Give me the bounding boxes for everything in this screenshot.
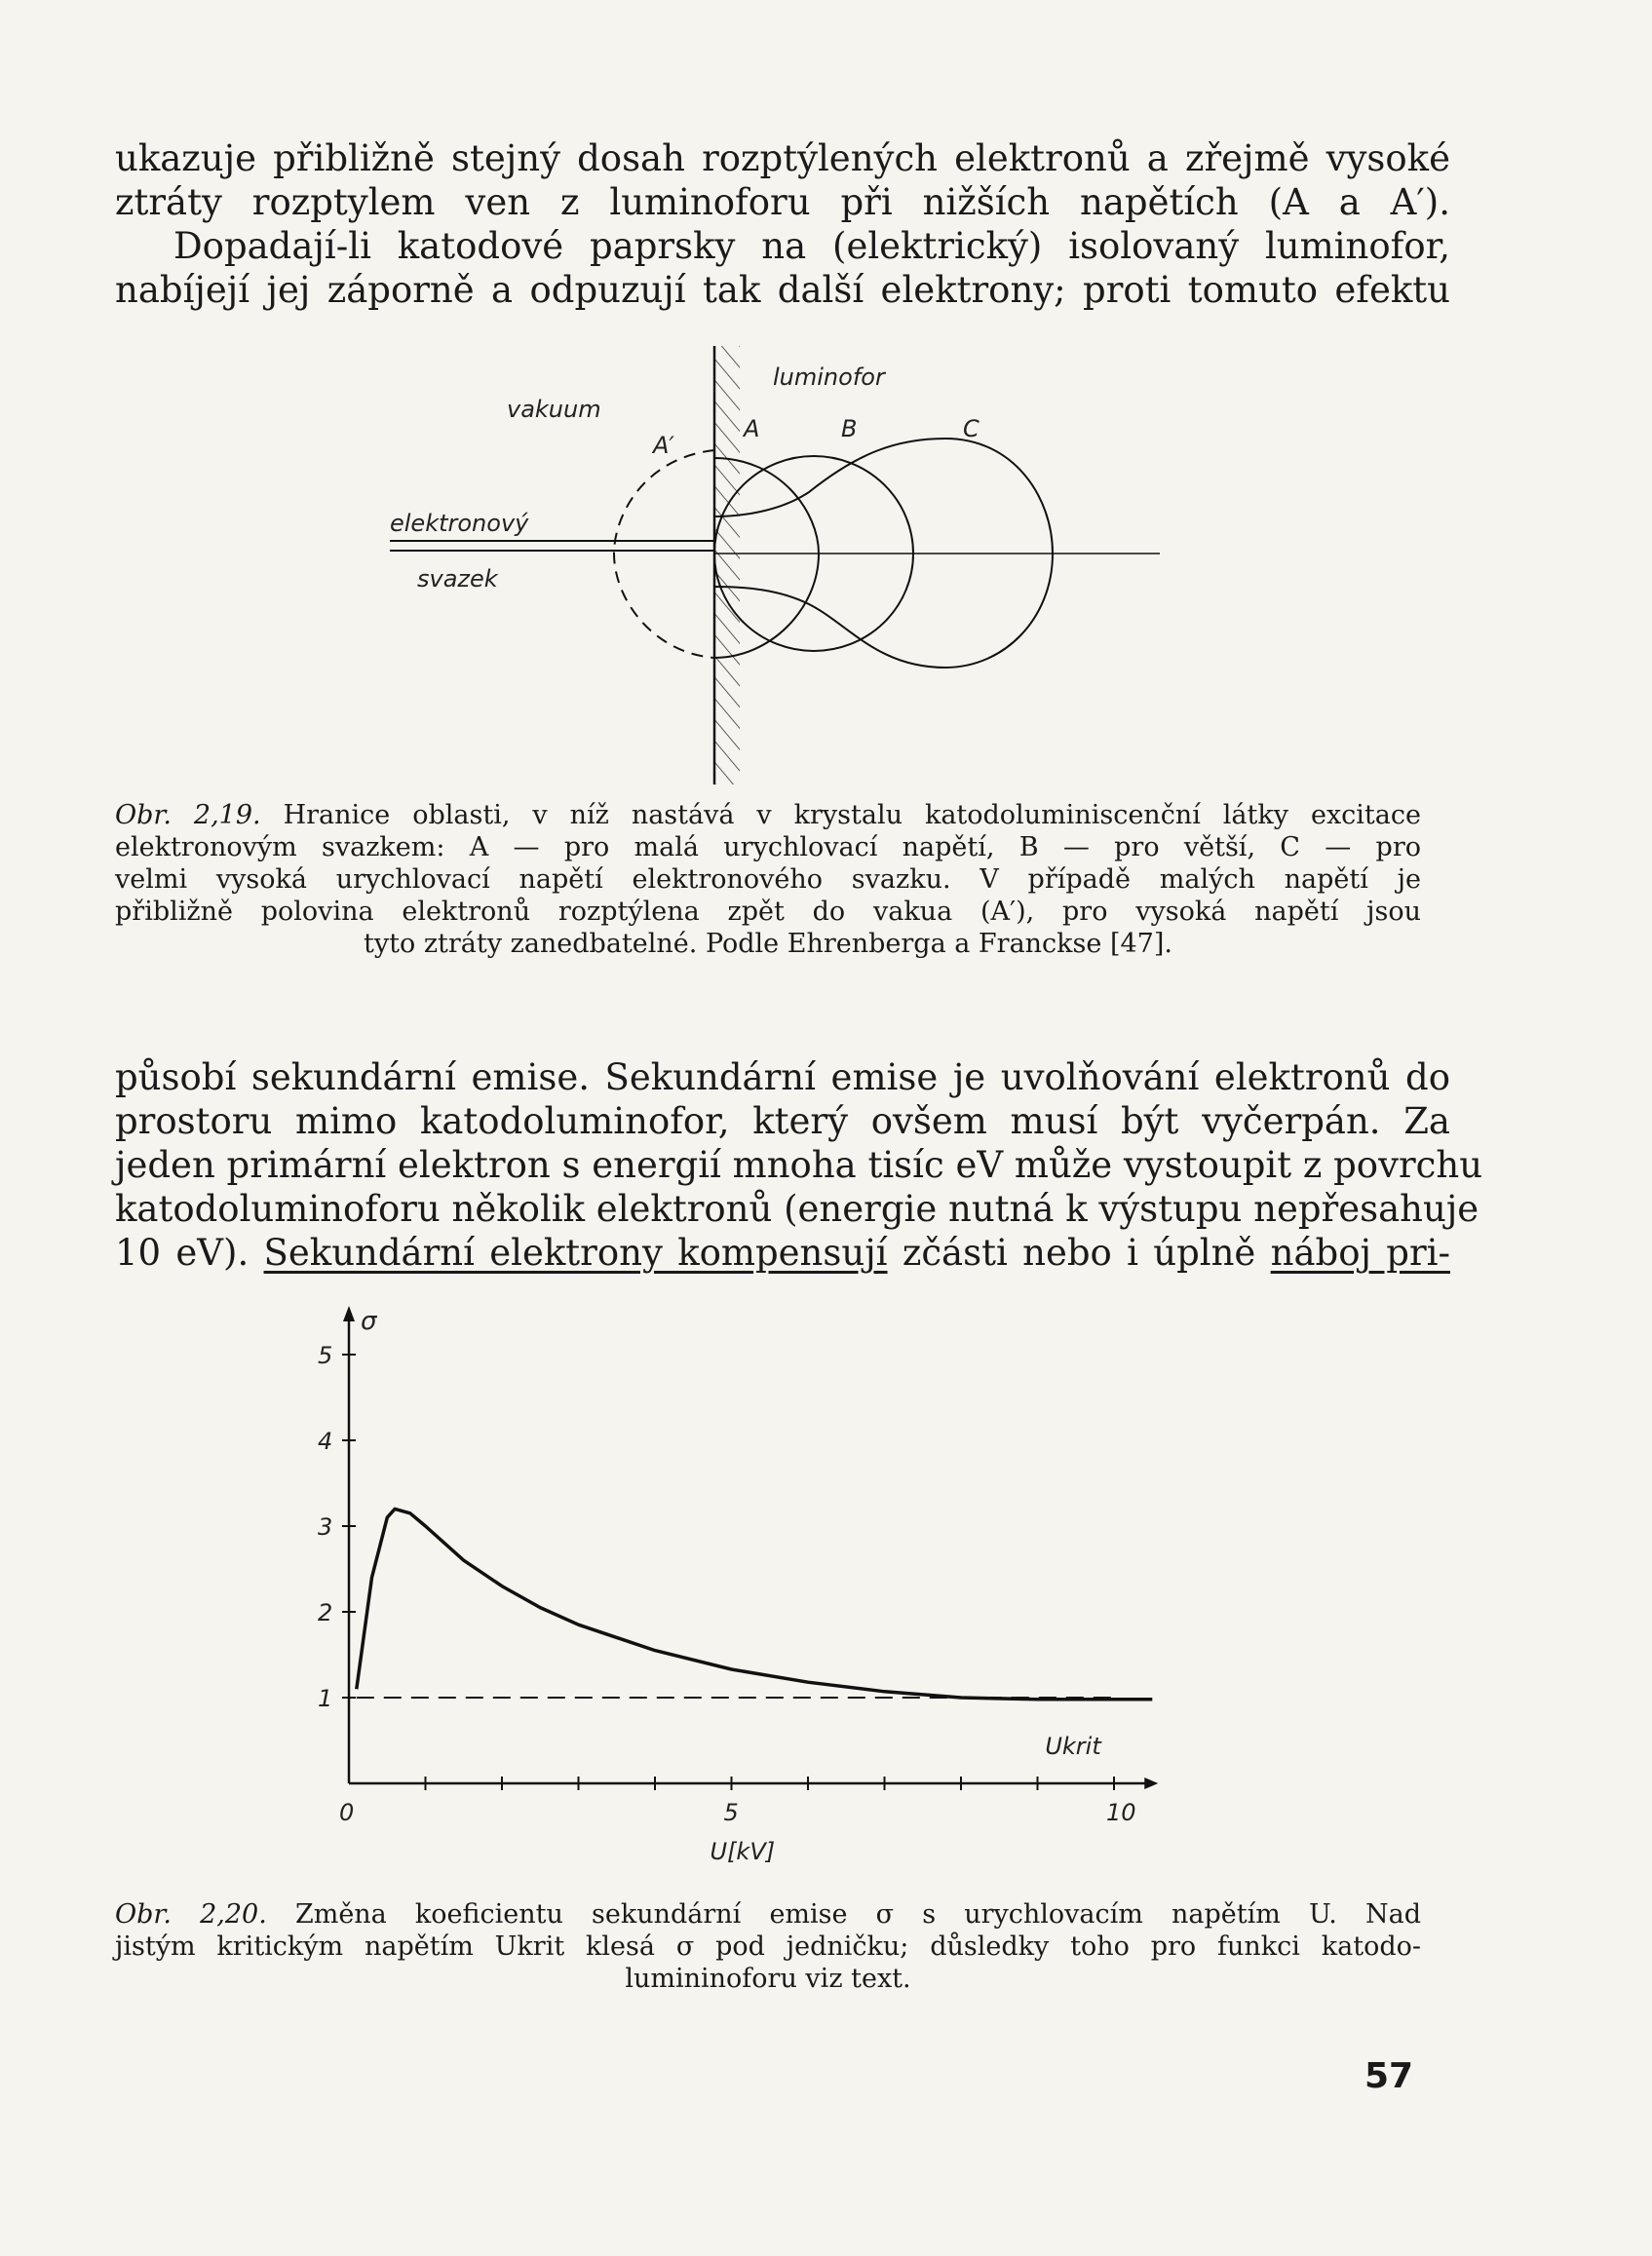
label-luminofor: luminofor [773,363,885,391]
caption-text: velmi vysoká urychlovací napětí elektronového svazku. V případě malých napětí je [115,864,1421,895]
text-line [115,1231,1450,1275]
text-line: Dopadají-li katodové paprsky na (elektrický) isolovaný luminofor, [173,225,1450,267]
ukrit-annotation: Ukrit [1045,1733,1101,1760]
text-line: katodoluminoforu několik elektronů (energie nutná k výstupu nepřesahuje [115,1188,1479,1230]
caption-text: přibližně polovina elektronů rozptýlena zpět do vakua (A′), pro vysoká napětí jsou [115,897,1421,927]
caption-text: elektronovým svazkem: A — pro malá urychlovací napětí, B — pro větší, C — pro [115,832,1421,862]
caption-text: Změna koeficientu sekundární emise σ s urychlovacím napětím U. Nad [294,1899,1421,1930]
text-line: prostoru mimo katodoluminofor, který ovšem musí být vyčerpán. Za [115,1100,1450,1142]
y-axis-arrow [343,1306,355,1321]
label-svazek: svazek [417,565,498,593]
series-line-sigma [357,1509,1153,1699]
figure-2-20-caption [115,1898,1421,1995]
paragraph-1 [115,136,1450,312]
caption-label: Obr. 2,19. [115,800,261,830]
x-tick-label: 5 [723,1799,739,1826]
x-axis-label: U[kV] [710,1838,776,1865]
label-c: C [963,415,980,442]
label-b: B [841,415,858,442]
y-tick-label: 3 [318,1513,333,1541]
label-a: A [744,415,760,442]
y-tick-label: 1 [318,1685,333,1712]
underlined-text: Sekundární elektrony kompensují [263,1232,888,1274]
figure-2-20-chart [292,1306,1267,1871]
x-axis-arrow [1144,1778,1158,1789]
label-vakuum: vakuum [507,396,601,423]
x-tick-label: 0 [339,1799,355,1826]
text-line: působí sekundární emise. Sekundární emise je uvolňování elektronů do [115,1056,1450,1098]
figure-2-19-diagram [370,331,1199,789]
text-segment: zčásti nebo i úplně [887,1232,1271,1274]
caption-text: tyto ztráty zanedbatelné. Podle Ehrenberga a Franckse [47]. [364,929,1172,959]
figure-2-19-caption [115,799,1421,960]
caption-text: lumininoforu viz text. [625,1964,911,1994]
label-elektronovy: elektronový [390,510,529,537]
text-line: ztráty rozptylem ven z luminoforu při nižších napětích (A a A′). [115,181,1450,223]
y-axis-label: σ [361,1307,377,1336]
text-line: jeden primární elektron s energií mnoha tisíc eV může vystoupit z povrchu [115,1144,1483,1186]
caption-text: jistým kritickým napětím Ukrit klesá σ pod jedničku; důsledky toho pro funkci katodo- [115,1931,1421,1962]
paragraph-2 [115,1055,1483,1275]
label-a-prime: A′ [653,432,674,459]
text-segment: 10 eV). [115,1232,264,1274]
text-line: ukazuje přibližně stejný dosah rozptýlených elektronů a zřejmě vysoké [115,137,1450,179]
y-tick-label: 2 [318,1599,333,1626]
x-tick-label: 10 [1106,1799,1136,1826]
page-number: 57 [1364,2056,1414,2096]
region-a-prime [614,450,714,658]
y-tick-label: 4 [318,1428,333,1455]
text-line: nabíjejí jej záporně a odpuzují tak další elektrony; proti tomuto efektu [115,269,1450,311]
underlined-text: náboj pri- [1270,1232,1450,1274]
y-tick-label: 5 [318,1342,333,1369]
surface-hatching [714,346,740,784]
caption-label: Obr. 2,20. [115,1899,267,1930]
caption-text: Hranice oblasti, v níž nastává v krystalu katodoluminiscenční látky excitace [283,800,1421,830]
